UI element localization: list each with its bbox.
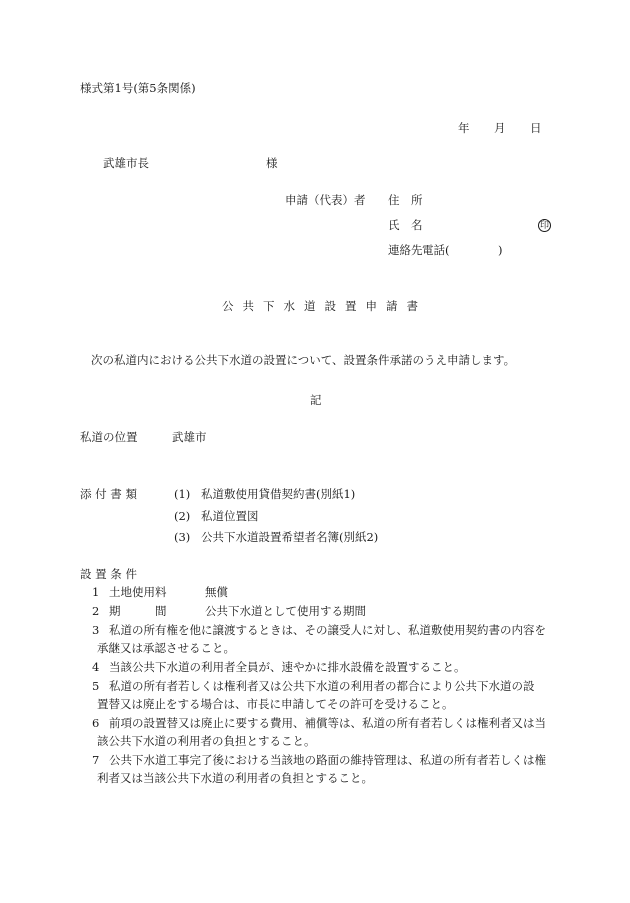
phone-label: 電話( — [422, 243, 450, 257]
condition-num: 7 — [92, 753, 100, 767]
condition-text: 利者又は当該公共下水道の利用者の負担とすること。 — [97, 771, 373, 785]
attachment-num: (1) — [174, 487, 191, 501]
condition-label: 土地使用料 — [109, 585, 167, 599]
condition-text: 該公共下水道の利用者の負担とすること。 — [97, 734, 316, 748]
condition-text: 私道の所有権を他に譲渡するときは、その譲受人に対し、私道敷使用契約書の内容を — [109, 623, 546, 637]
condition-num: 3 — [92, 623, 100, 637]
condition-num: 2 — [92, 604, 100, 618]
date-day: 日 — [530, 121, 542, 135]
form-number: 様式第1号(第5条関係) — [80, 81, 196, 95]
seal-icon: 印 — [539, 221, 549, 231]
condition-value: 公共下水道として使用する期間 — [205, 604, 366, 618]
condition-text: 承継又は承認させること。 — [97, 641, 235, 655]
date-year: 年 — [458, 121, 470, 135]
condition-num: 5 — [92, 679, 100, 693]
contact-label: 連絡先 — [388, 243, 423, 257]
attachments-label: 添 付 書 類 — [80, 487, 137, 501]
phone-close: ) — [498, 243, 503, 257]
attachment-text: 公共下水道設置希望者名簿(別紙2) — [201, 530, 379, 544]
condition-label: 期 間 — [109, 604, 167, 618]
attachment-num: (2) — [174, 509, 191, 523]
conditions-label: 設 置 条 件 — [80, 567, 137, 581]
applicant-label: 申請（代表）者 — [285, 193, 366, 207]
location-label: 私道の位置 — [80, 430, 138, 444]
condition-text: 私道の所有者若しくは権利者又は公共下水道の利用者の都合により公共下水道の設 — [109, 679, 535, 693]
condition-num: 1 — [92, 585, 100, 599]
attachment-text: 私道位置図 — [201, 509, 259, 523]
name-label: 氏 名 — [388, 218, 423, 232]
addressee-mayor: 武雄市長 — [103, 156, 149, 170]
ki-heading: 記 — [310, 393, 322, 407]
intro-text: 次の私道内における公共下水道の設置について、設置条件承諾のうえ申請します。 — [91, 353, 516, 367]
condition-text: 当該公共下水道の利用者全員が、速やかに排水設備を設置すること。 — [109, 660, 466, 674]
condition-text: 置替又は廃止をする場合は、市長に申請してその許可を受けること。 — [97, 697, 454, 711]
condition-value: 無償 — [205, 585, 228, 599]
condition-text: 公共下水道工事完了後における当該地の路面の維持管理は、私道の所有者若しくは権 — [109, 753, 546, 767]
attachment-text: 私道敷使用貸借契約書(別紙1) — [201, 487, 356, 501]
document-title: 公共下水道設置申請書 — [222, 299, 427, 313]
attachment-num: (3) — [174, 530, 191, 544]
addressee-honorific: 様 — [266, 156, 278, 170]
condition-num: 4 — [92, 660, 100, 674]
address-label: 住 所 — [388, 193, 423, 207]
location-value: 武雄市 — [172, 430, 207, 444]
condition-num: 6 — [92, 716, 100, 730]
condition-text: 前項の設置替又は廃止に要する費用、補償等は、私道の所有者若しくは権利者又は当 — [109, 716, 546, 730]
date-month: 月 — [494, 121, 506, 135]
